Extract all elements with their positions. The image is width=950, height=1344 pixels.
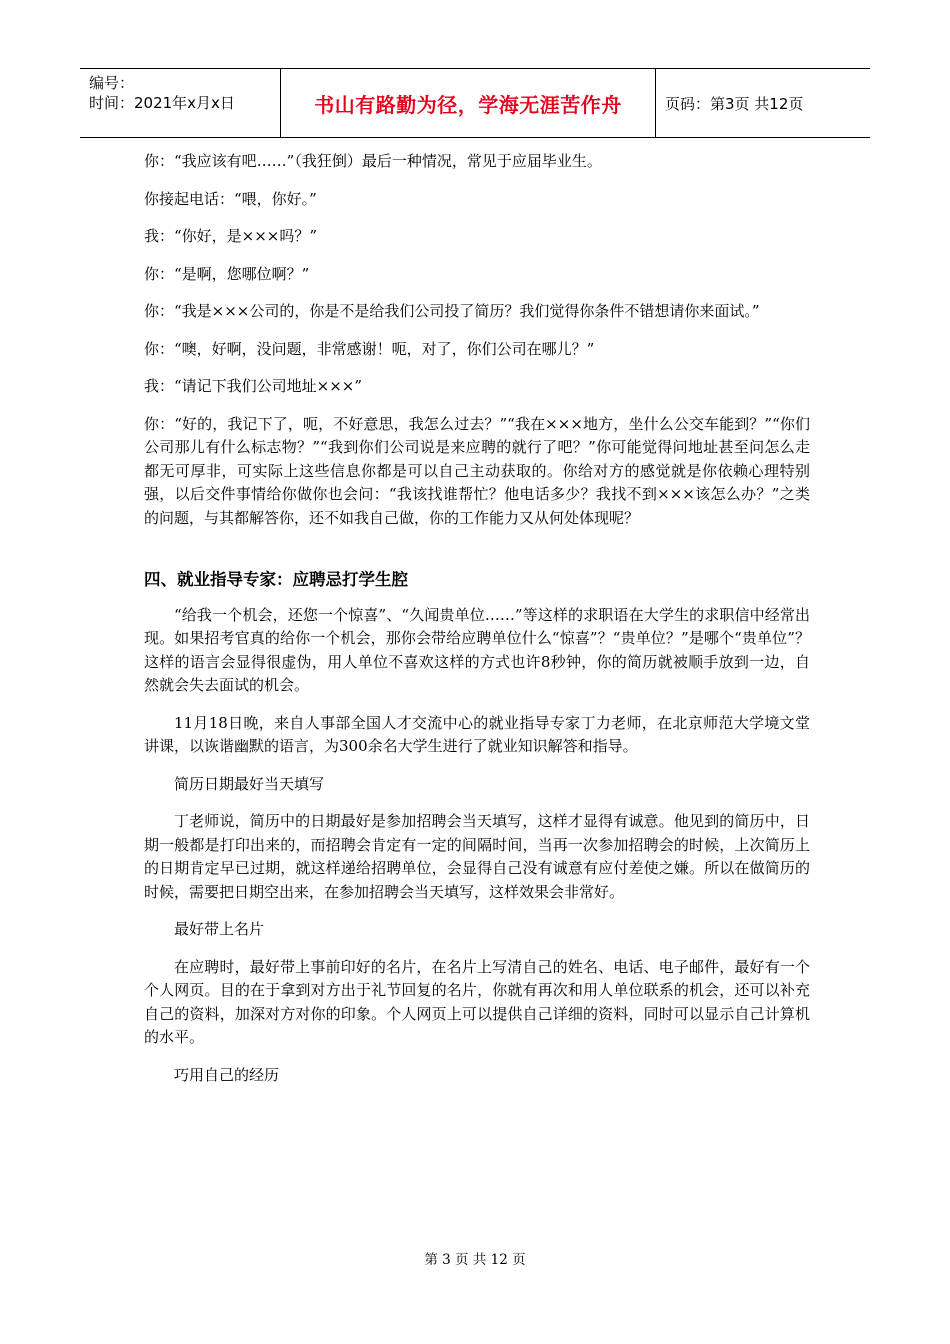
header-motto: 书山有路勤为径，学海无涯苦作舟: [281, 69, 656, 137]
dialogue-line: 我：“请记下我们公司地址×××”: [144, 377, 363, 395]
subheading: 简历日期最好当天填写: [174, 774, 325, 793]
body-paragraph: 11月18日晚，来自人事部全国人才交流中心的就业指导专家丁力老师，在北京师范大学境文堂讲课，以诙谐幽默的语言，为300余名大学生进行了就业知识解答和指导。: [144, 713, 810, 755]
dialogue-line: 你：“噢，好啊，没问题，非常感谢！呃，对了，你们公司在哪儿？”: [144, 339, 595, 358]
section-heading: 四、就业指导专家：应聘忌打学生腔: [144, 570, 408, 589]
subheading: 最好带上名片: [174, 920, 265, 938]
body-paragraph: 丁老师说，简历中的日期最好是参加招聘会当天填写，这样才显得有诚意。他见到的简历中，日期一般都是打印出来的，而招聘会肯定有一定的间隔时间，当再一次参加招聘会的时候，上次简历上的日期肯定早已过期，就这样递给招聘单位，会显得自己没有诚意有应付差使之嫌。所以在做简历的时候，需要把日期空出来，在参加招聘会当天填写，这样效果会非常好。: [144, 812, 810, 901]
header-meta: [80, 69, 281, 137]
dialogue-line: 你：“我应该有吧……”（我狂倒）最后一种情况，常见于应届毕业生。: [144, 152, 602, 170]
dialogue-line: 你：“是啊，您哪位啊？”: [144, 264, 310, 283]
document-body: [144, 150, 810, 1101]
page-header: [80, 68, 870, 138]
document-number-label: 编号：: [89, 74, 135, 92]
subheading: 巧用自己的经历: [174, 1065, 280, 1084]
body-paragraph: “给我一个机会，还您一个惊喜”、“久闻贵单位……”等这样的求职语在大学生的求职信中经常出现。如果招考官真的给你一个机会，那你会带给应聘单位什么“惊喜”？“贵单位？”是哪个“贵单位”？这样的语言会显得很虚伪，用人单位不喜欢这样的方式也许8秒钟，你的简历就被顺手放到一边，自然就会失去面试的机会。: [144, 605, 810, 694]
page-footer: 第 3 页 共 12 页: [424, 1252, 526, 1268]
header-page-info: 页码：第3页 共12页: [665, 94, 804, 113]
dialogue-line: 你接起电话：“喂，你好。”: [144, 189, 317, 208]
dialogue-paragraph: 你：“好的，我记下了，呃，不好意思，我怎么过去？”“我在×××地方，坐什么公交车能到？”“你们公司那儿有什么标志物？”“我到你们公司说是来应聘的就行了吧？”你可能觉得问地址甚至问怎么走都无可厚非，可实际上这些信息你都是可以自己主动获取的。你给对方的感觉就是你依赖心理特别强，以后交件事情给你做你也会问：“我该找谁帮忙？他电话多少？我找不到×××该怎么办？”之类的问题，与其都解答你，还不如我自己做，你的工作能力又从何处体现呢？: [144, 414, 810, 527]
document-date: 时间：2021年x月x日: [89, 94, 235, 112]
dialogue-line: 你：“我是×××公司的，你是不是给我们公司投了简历？我们觉得你条件不错想请你来面试。”: [144, 302, 760, 320]
dialogue-line: 我：“你好，是×××吗？”: [144, 227, 318, 245]
body-paragraph: 在应聘时，最好带上事前印好的名片，在名片上写清自己的姓名、电话、电子邮件，最好有一个个人网页。目的在于拿到对方出于礼节回复的名片，你就有再次和用人单位联系的机会，还可以补充自己的资料，加深对方对你的印象。个人网页上可以提供自己详细的资料，同时可以显示自己计算机的水平。: [144, 957, 810, 1046]
